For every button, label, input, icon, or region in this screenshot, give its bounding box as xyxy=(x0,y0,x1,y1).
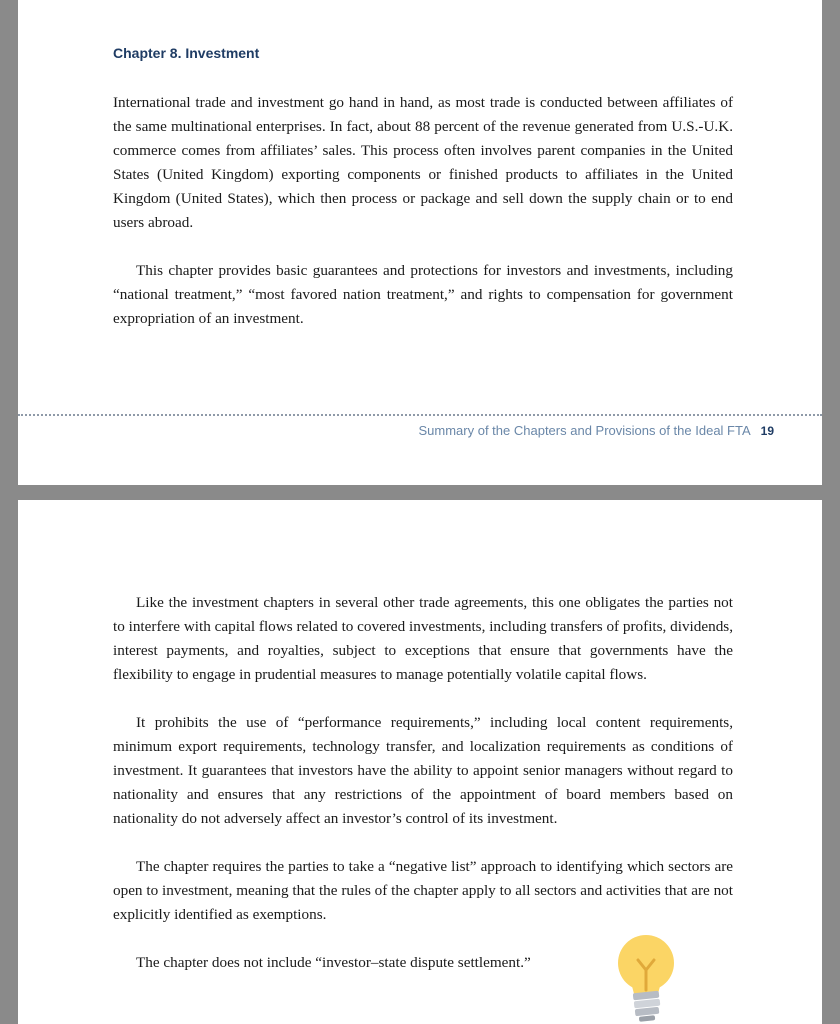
document-page-19 xyxy=(18,0,822,485)
page-footer xyxy=(419,423,775,438)
page-number: 19 xyxy=(760,424,774,438)
footer-divider xyxy=(18,414,822,416)
footer-title: Summary of the Chapters and Provisions of the Ideal FTA xyxy=(418,423,751,438)
lightbulb-icon[interactable] xyxy=(616,930,682,1022)
paragraph: This chapter provides basic guarantees and protections for investors and investments, including “national treatment,” “most favored nation treatment,” and rights to compensation for government expropriation of an investment. xyxy=(113,262,733,327)
page-19-body xyxy=(113,91,733,331)
paragraph: Like the investment chapters in several other trade agreements, this one obligates the parties not to interfere with capital flows related to covered investments, including transfers of profits, dividends, interest payments, and royalties, subject to exceptions that ensure that governments have the flexibility to engage in prudential measures to manage potentially volatile capital flows. xyxy=(113,594,733,683)
document-page-20 xyxy=(18,500,822,1024)
chapter-heading: Chapter 8. Investment xyxy=(113,45,260,61)
paragraph: International trade and investment go hand in hand, as most trade is conducted between affiliates of the same multinational enterprises. In fact, about 88 percent of the revenue generated from U.S.-U.K. commerce comes from affiliates’ sales. This process often involves parent companies in the United States (United Kingdom) exporting components or finished products to affiliates in the United Kingdom (United States), which then process or package and sell down the supply chain or to end users abroad. xyxy=(113,94,733,231)
page-20-body xyxy=(113,591,733,975)
paragraph: The chapter does not include “investor–state dispute settlement.” xyxy=(136,954,531,971)
paragraph: The chapter requires the parties to take a “negative list” approach to identifying which sectors are open to investment, meaning that the rules of the chapter apply to all sectors and activities that are not explicitly identified as exemptions. xyxy=(113,858,733,923)
paragraph: It prohibits the use of “performance requirements,” including local content requirements, minimum export requirements, technology transfer, and localization requirements as conditions of investment. It guarantees that investors have the ability to appoint senior managers without regard to nationality and ensures that any restrictions of the appointment of board members based on nationality do not adversely affect an investor’s control of its investment. xyxy=(113,714,733,827)
